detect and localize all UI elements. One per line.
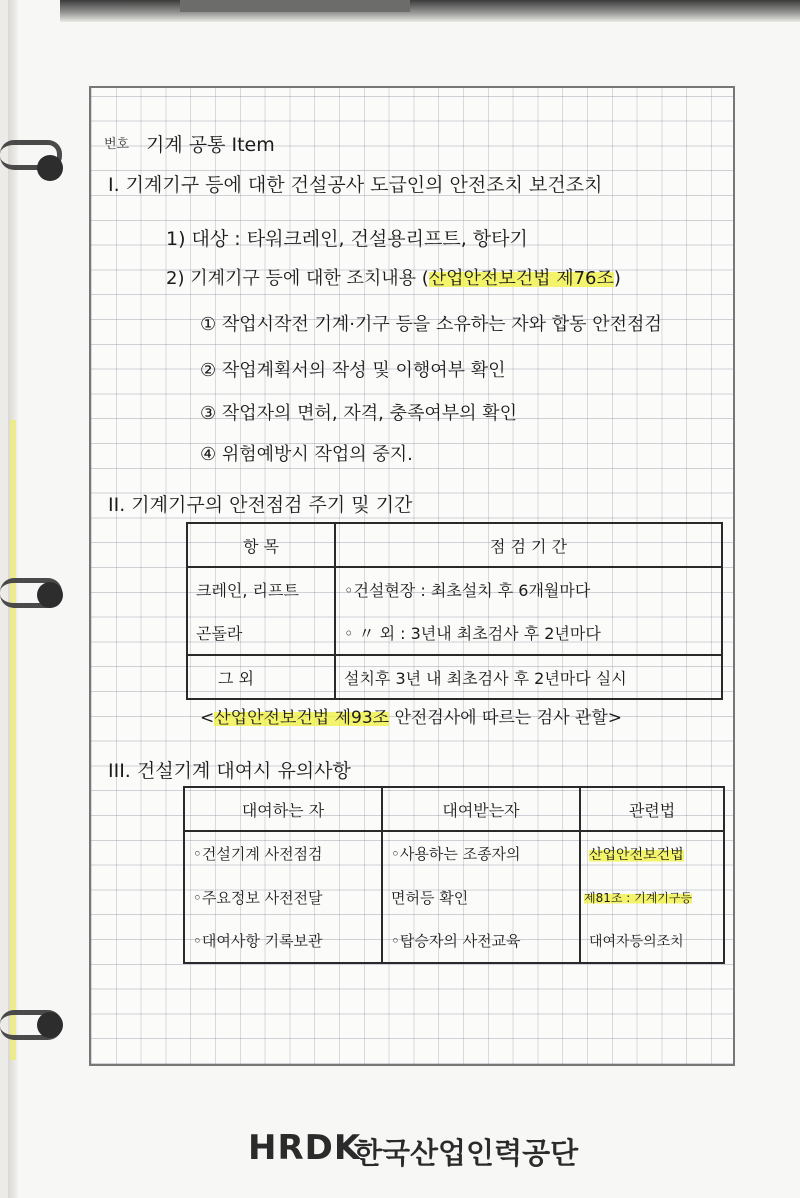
note-title: 기계 공통 Item: [146, 134, 275, 156]
table-row: [187, 611, 722, 655]
table-row: [184, 875, 724, 919]
table-row: [187, 567, 722, 611]
law-highlight: 제81조 : 기계기구등: [584, 890, 693, 905]
binder-hole-middle: [37, 582, 63, 608]
section1-subitem: ③ 작업자의 면허, 자격, 충족여부의 확인: [200, 403, 518, 424]
table-cell: ◦사용하는 조종자의: [382, 831, 580, 875]
section2-heading: II. 기계기구의 안전점검 주기 및 기간: [108, 494, 413, 516]
organization-name: 한국산업인력공단: [354, 1136, 579, 1170]
note-suffix: 안전검사에 따르는 검사 관할>: [389, 708, 623, 728]
section1-subitem: ④ 위험예방시 작업의 중지.: [200, 444, 413, 465]
table-cell: 대여자등의조치: [580, 919, 724, 963]
table-row: [184, 919, 724, 963]
table-cell: ◦대여사항 기록보관: [184, 919, 382, 963]
section1-heading: I. 기계기구 등에 대한 건설공사 도급인의 안전조치 보건조치: [108, 174, 603, 196]
table-cell: ◦탑승자의 사전교육: [382, 919, 580, 963]
top-tab-strip: [180, 0, 410, 12]
yellow-highlight-edge: [10, 420, 16, 1060]
table-header-row: [187, 523, 722, 567]
table-cell: 곤돌라: [187, 611, 335, 655]
table-cell: 크레인, 리프트: [187, 567, 335, 611]
item2-suffix: ): [613, 268, 621, 289]
table-cell: 면허등 확인: [382, 875, 580, 919]
table-cell: ◦건설기계 사전점검: [184, 831, 382, 875]
table-cell: 설치후 3년 내 최초검사 후 2년마다 실시: [335, 655, 722, 699]
law-highlight: 산업안전보건법: [589, 846, 684, 863]
table-header-cell: 관련법: [580, 787, 724, 831]
section2-law-note: [200, 710, 622, 727]
top-dark-strip: [60, 0, 800, 22]
table-row: [184, 831, 724, 875]
note-prefix: <: [200, 708, 215, 728]
table-cell: [580, 831, 724, 875]
note-law-reference: 산업안전보건법 제93조: [214, 708, 390, 728]
section3-heading: III. 건설기계 대여시 유의사항: [108, 760, 351, 782]
table-cell: 그 외: [187, 655, 335, 699]
table-header-cell: 항 목: [187, 523, 335, 567]
table-cell: [580, 875, 724, 919]
section1-subitem: ① 작업시작전 기계·기구 등을 소유하는 자와 합동 안전점검: [200, 314, 662, 335]
table-cell: ◦건설현장 : 최초설치 후 6개월마다: [335, 567, 722, 611]
number-label: 번호: [104, 137, 130, 152]
binder-hole-bottom: [37, 1012, 63, 1038]
item2-law-reference: 산업안전보건법 제76조: [428, 268, 614, 289]
section1-item1: 1) 대상 : 타워크레인, 건설용리프트, 항타기: [166, 228, 528, 250]
table-header-cell: 점 검 기 간: [335, 523, 722, 567]
inspection-period-table: [186, 522, 723, 700]
section1-subitem: ② 작업계획서의 작성 및 이행여부 확인: [200, 360, 506, 381]
table-row: [187, 655, 722, 699]
table-header-cell: 대여받는자: [382, 787, 580, 831]
hrdk-logo: HRDK: [248, 1128, 362, 1168]
section1-item2: [166, 270, 621, 288]
item2-prefix: 2) 기계기구 등에 대한 조치내용 (: [166, 268, 429, 289]
rental-precautions-table: [183, 786, 725, 964]
binder-hole-top: [37, 155, 63, 181]
table-header-cell: 대여하는 자: [184, 787, 382, 831]
table-header-row: [184, 787, 724, 831]
table-cell: ◦ 〃 외 : 3년내 최초검사 후 2년마다: [335, 611, 722, 655]
table-cell: ◦주요정보 사전전달: [184, 875, 382, 919]
